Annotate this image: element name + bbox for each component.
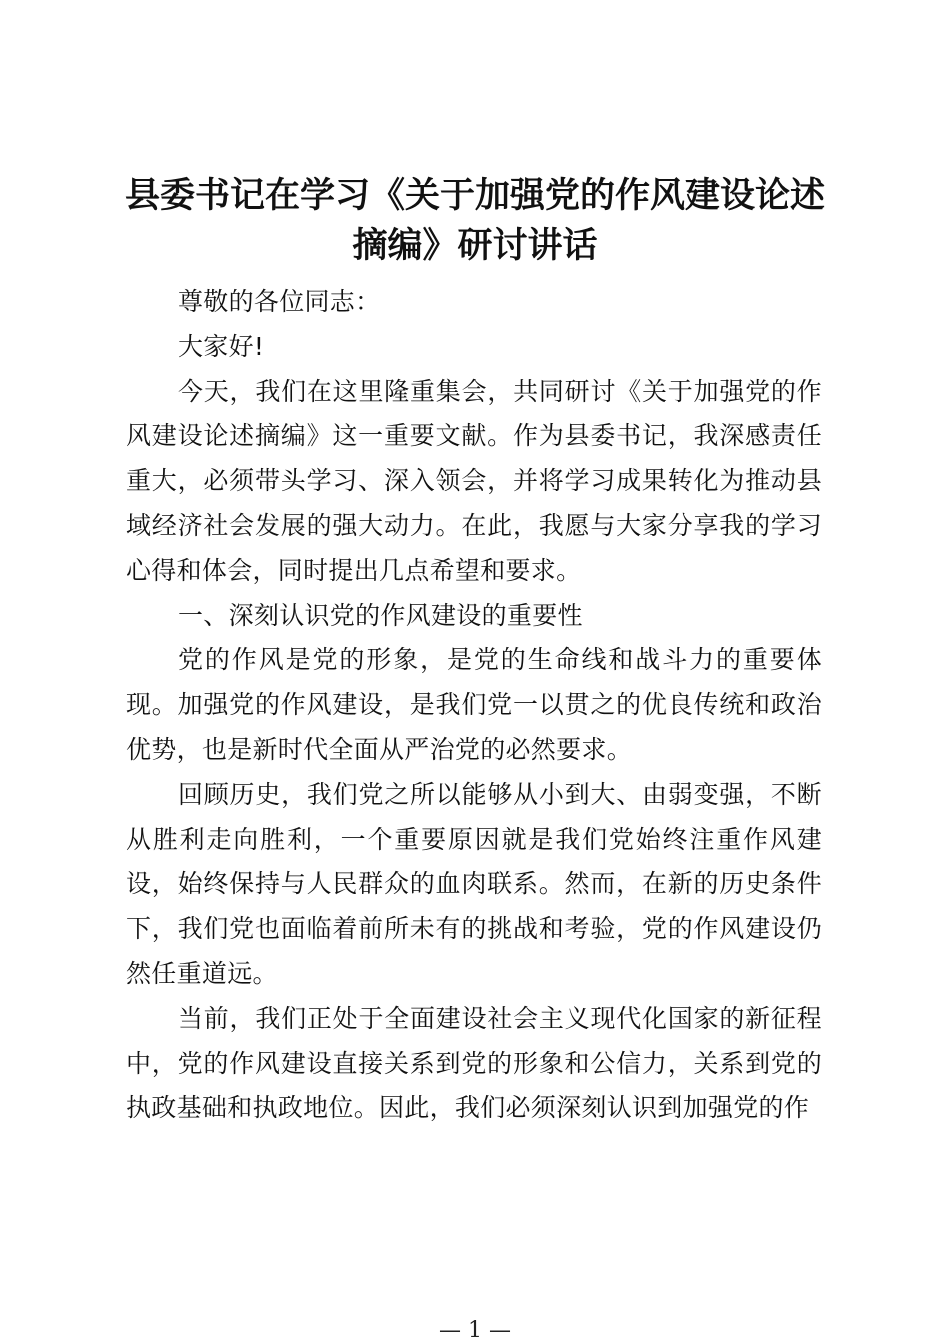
document-title-line-2: 摘编》研讨讲话	[352, 226, 598, 266]
document-title-line-1: 县委书记在学习《关于加强党的作风建设论述	[124, 176, 825, 216]
body-paragraph-2: 回顾历史，我们党之所以能够从小到大、由弱变强，不断从胜利走向胜利，一个重要原因就是我们党始终注重作风建设，始终保持与人民群众的血肉联系。然而，在新的历史条件下，我们党也面临着前所未有的挑战和考验，党的作风建设仍然任重道远。	[126, 779, 822, 988]
body-paragraph-1: 党的作风是党的形象，是党的生命线和战斗力的重要体现。加强党的作风建设，是我们党一以贯之的优良传统和政治优势，也是新时代全面从严治党的必然要求。	[126, 645, 822, 764]
body-paragraph-3: 当前，我们正处于全面建设社会主义现代化国家的新征程中，党的作风建设直接关系到党的形象和公信力，关系到党的执政基础和执政地位。因此，我们必须深刻认识到加强党的作	[126, 1003, 822, 1123]
intro-paragraph: 今天，我们在这里隆重集会，共同研讨《关于加强党的作风建设论述摘编》这一重要文献。作为县委书记，我深感责任重大，必须带头学习、深入领会，并将学习成果转化为推动县域经济社会发展的强大动力。在此，我愿与大家分享我的学习心得和体会，同时提出几点希望和要求。	[126, 376, 822, 585]
page-number: — 1 —	[439, 1318, 511, 1343]
salutation: 尊敬的各位同志：	[178, 287, 381, 316]
section-heading-1: 一、深刻认识党的作风建设的重要性	[178, 600, 583, 630]
document-body	[126, 280, 822, 1131]
greeting: 大家好!	[178, 331, 265, 361]
